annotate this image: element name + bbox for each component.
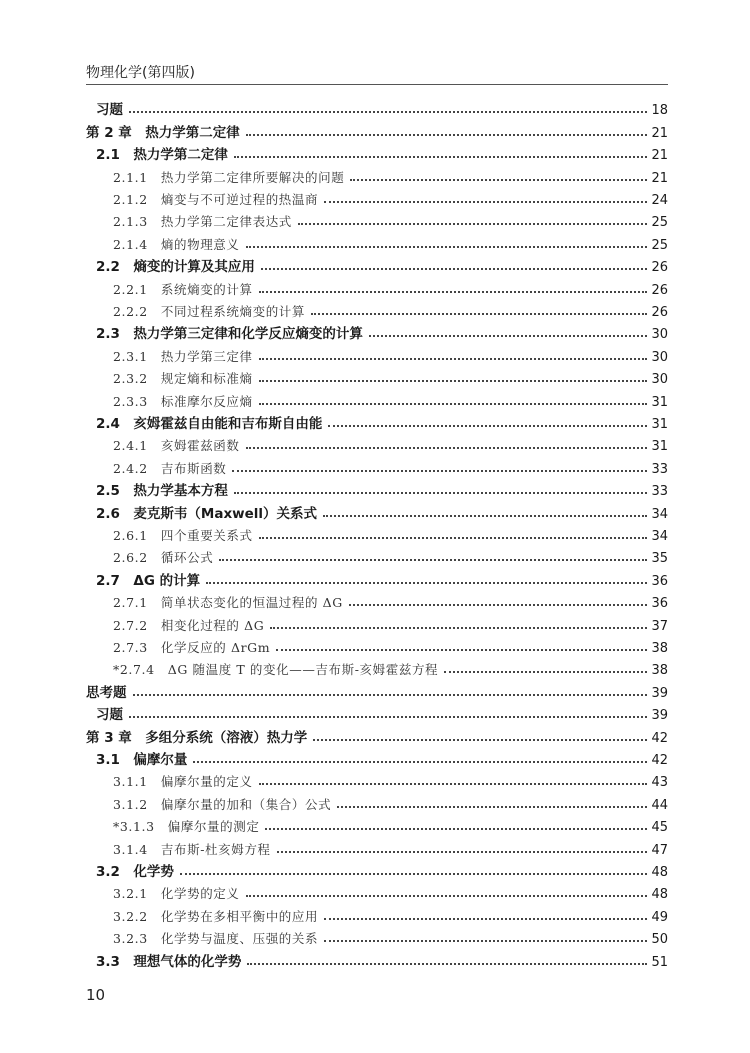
- toc-entry-page: 31: [651, 439, 668, 455]
- toc-entry[interactable]: [113, 813, 668, 835]
- dot-leader: [350, 179, 647, 181]
- toc-entry[interactable]: [96, 253, 668, 275]
- running-header: 物理化学(第四版): [86, 65, 195, 81]
- dot-leader: [246, 246, 648, 248]
- toc-entry[interactable]: [113, 365, 668, 387]
- toc-entry-page: 25: [651, 237, 668, 253]
- dot-leader: [261, 268, 648, 270]
- toc-entry[interactable]: [113, 611, 668, 633]
- toc-entry-page: 44: [651, 797, 668, 813]
- dot-leader: [234, 492, 648, 494]
- header-rule: [86, 84, 668, 85]
- dot-leader: [247, 963, 647, 965]
- toc-entry[interactable]: [113, 656, 668, 678]
- toc-entry[interactable]: [86, 723, 668, 745]
- toc-entry-page: 47: [651, 842, 668, 858]
- toc-entry[interactable]: [113, 835, 668, 857]
- dot-leader: [369, 335, 648, 337]
- toc-entry-page: 26: [651, 260, 668, 276]
- toc-entry-title: 2.1.2 熵变与不可逆过程的热温商: [113, 191, 319, 207]
- toc-entry[interactable]: [113, 589, 668, 611]
- toc-entry-page: 30: [651, 327, 668, 343]
- toc-entry-title: 习题: [96, 102, 123, 119]
- toc-entry-page: 21: [651, 148, 668, 164]
- toc-entry[interactable]: [96, 96, 668, 118]
- toc-entry-title: 思考题: [86, 684, 127, 701]
- toc-entry-title: 2.1.4 熵的物理意义: [113, 236, 240, 252]
- dot-leader: [444, 671, 647, 673]
- dot-leader: [246, 134, 648, 136]
- toc-entry-page: 34: [651, 528, 668, 544]
- toc-entry-title: 2.4.1 亥姆霍兹函数: [113, 438, 240, 454]
- toc-entry-page: 39: [651, 685, 668, 701]
- toc-entry[interactable]: [113, 208, 668, 230]
- dot-leader: [193, 761, 647, 763]
- toc-entry-title: 2.7.2 相变化过程的 ΔG: [113, 617, 265, 633]
- toc-entry-title: 3.2 化学势: [96, 863, 174, 880]
- toc-entry-title: 2.6.1 四个重要关系式: [113, 527, 253, 543]
- toc-entry[interactable]: [86, 118, 668, 140]
- dot-leader: [311, 313, 647, 315]
- dot-leader: [234, 156, 648, 158]
- toc-entry[interactable]: [113, 163, 668, 185]
- toc-entry-title: 2.1.1 热力学第二定律所要解决的问题: [113, 169, 345, 185]
- dot-leader: [232, 470, 647, 472]
- toc-entry-title: 2.2.2 不同过程系统熵变的计算: [113, 303, 306, 319]
- dot-leader: [259, 537, 648, 539]
- toc-entry-page: 51: [651, 954, 668, 970]
- toc-entry-title: 2.2 熵变的计算及其应用: [96, 259, 255, 276]
- toc-entry[interactable]: [96, 477, 668, 499]
- toc-entry-page: 39: [651, 708, 668, 724]
- dot-leader: [324, 201, 647, 203]
- toc-entry-page: 30: [651, 349, 668, 365]
- toc-entry-page: 21: [651, 170, 668, 186]
- toc-entry-title: 3.1.4 吉布斯-杜亥姆方程: [113, 841, 271, 857]
- toc-entry-title: 2.5 热力学基本方程: [96, 483, 228, 500]
- toc-entry[interactable]: [113, 902, 668, 924]
- toc-entry[interactable]: [113, 790, 668, 812]
- toc-entry-title: 2.3.2 规定熵和标准熵: [113, 371, 253, 387]
- toc-entry[interactable]: [86, 678, 668, 700]
- toc-entry[interactable]: [96, 320, 668, 342]
- toc-entry-page: 31: [651, 394, 668, 410]
- dot-leader: [349, 604, 648, 606]
- toc-entry-page: 37: [651, 618, 668, 634]
- toc-entry-title: 2.3 热力学第三定律和化学反应熵变的计算: [96, 326, 363, 343]
- toc-entry[interactable]: [113, 186, 668, 208]
- dot-leader: [219, 559, 647, 561]
- toc-entry-page: 31: [651, 416, 668, 432]
- dot-leader: [133, 694, 648, 696]
- toc-entry[interactable]: [113, 342, 668, 364]
- dot-leader: [324, 940, 647, 942]
- dot-leader: [277, 851, 648, 853]
- toc-entry-title: *2.7.4 ΔG 随温度 T 的变化——吉布斯-亥姆霍兹方程: [113, 662, 439, 678]
- toc-entry[interactable]: [96, 858, 668, 880]
- toc-entry-title: 3.1.2 偏摩尔量的加和（集合）公式: [113, 796, 332, 812]
- toc-entry-title: 2.4 亥姆霍兹自由能和吉布斯自由能: [96, 415, 323, 432]
- dot-leader: [259, 291, 648, 293]
- toc-entry[interactable]: [113, 387, 668, 409]
- dot-leader: [328, 425, 647, 427]
- toc-entry[interactable]: [96, 410, 668, 432]
- toc-entry-page: 26: [651, 304, 668, 320]
- toc-entry-page: 18: [651, 103, 668, 119]
- dot-leader: [259, 403, 648, 405]
- toc-entry-page: 50: [651, 932, 668, 948]
- dot-leader: [298, 223, 648, 225]
- toc-entry-title: 2.4.2 吉布斯函数: [113, 460, 227, 476]
- toc-entry[interactable]: [113, 544, 668, 566]
- toc-entry-title: 3.1.1 偏摩尔量的定义: [113, 774, 253, 790]
- toc-entry-title: 第 2 章 热力学第二定律: [86, 124, 240, 141]
- toc-entry-page: 34: [651, 506, 668, 522]
- dot-leader: [265, 828, 647, 830]
- toc-entry[interactable]: [96, 566, 668, 588]
- toc-entry[interactable]: [113, 432, 668, 454]
- toc-entry[interactable]: [113, 298, 668, 320]
- dot-leader: [129, 716, 647, 718]
- toc-entry-page: 25: [651, 215, 668, 231]
- toc-entry-title: 2.1 热力学第二定律: [96, 147, 228, 164]
- dot-leader: [129, 111, 647, 113]
- toc-entry[interactable]: [96, 947, 668, 969]
- toc-entry[interactable]: [96, 141, 668, 163]
- toc-entry-page: 36: [651, 596, 668, 612]
- toc-entry-page: 24: [651, 192, 668, 208]
- toc-entry-title: *3.1.3 偏摩尔量的测定: [113, 819, 260, 835]
- toc-entry-title: 2.1.3 热力学第二定律表达式: [113, 214, 292, 230]
- dot-leader: [246, 895, 648, 897]
- toc-entry-title: 习题: [96, 707, 123, 724]
- dot-leader: [323, 515, 647, 517]
- toc-entry-title: 2.7.3 化学反应的 ΔrGm: [113, 639, 271, 655]
- toc-entry[interactable]: [113, 634, 668, 656]
- dot-leader: [259, 783, 648, 785]
- toc-entry-title: 2.3.3 标准摩尔反应熵: [113, 393, 253, 409]
- toc-entry[interactable]: [113, 925, 668, 947]
- toc-entry[interactable]: [113, 768, 668, 790]
- toc-entry-page: 45: [651, 820, 668, 836]
- dot-leader: [259, 380, 648, 382]
- toc-entry-title: 2.2.1 系统熵变的计算: [113, 281, 253, 297]
- dot-leader: [324, 918, 647, 920]
- toc-entry-page: 33: [651, 484, 668, 500]
- toc-entry[interactable]: [113, 275, 668, 297]
- toc-entry-page: 30: [651, 372, 668, 388]
- toc-entry-page: 21: [651, 125, 668, 141]
- toc-entry-page: 38: [651, 663, 668, 679]
- toc-entry[interactable]: [113, 230, 668, 252]
- toc-entry-title: 3.2.3 化学势与温度、压强的关系: [113, 931, 319, 947]
- toc-entry-title: 第 3 章 多组分系统（溶液）热力学: [86, 729, 308, 746]
- toc-entry-page: 49: [651, 909, 668, 925]
- toc-entry[interactable]: [96, 746, 668, 768]
- toc-entry-title: 3.2.1 化学势的定义: [113, 886, 240, 902]
- page-number: 10: [86, 986, 106, 1004]
- dot-leader: [206, 582, 647, 584]
- toc-entry-page: 48: [651, 887, 668, 903]
- toc-entry-page: 35: [651, 551, 668, 567]
- toc-entry[interactable]: [96, 499, 668, 521]
- dot-leader: [180, 873, 648, 875]
- toc-entry-page: 48: [651, 864, 668, 880]
- toc-entry-page: 42: [651, 752, 668, 768]
- dot-leader: [313, 739, 647, 741]
- toc-entry[interactable]: [113, 454, 668, 476]
- toc-entry-page: 38: [651, 640, 668, 656]
- toc-entry-title: 2.3.1 热力学第三定律: [113, 348, 253, 364]
- dot-leader: [259, 358, 648, 360]
- toc-entry[interactable]: [96, 701, 668, 723]
- toc-entry-title: 2.7 ΔG 的计算: [96, 572, 201, 589]
- toc-entry-title: 3.2.2 化学势在多相平衡中的应用: [113, 908, 319, 924]
- toc-entry-title: 3.1 偏摩尔量: [96, 751, 188, 768]
- toc-entry-page: 33: [651, 461, 668, 477]
- toc-entry-title: 2.6.2 循环公式: [113, 550, 214, 566]
- toc-entry-page: 43: [651, 775, 668, 791]
- dot-leader: [276, 649, 647, 651]
- toc-entry[interactable]: [113, 522, 668, 544]
- dot-leader: [337, 806, 647, 808]
- toc-entry-title: 2.7.1 简单状态变化的恒温过程的 ΔG: [113, 595, 343, 611]
- toc-entry[interactable]: [113, 880, 668, 902]
- dot-leader: [246, 447, 648, 449]
- dot-leader: [270, 627, 647, 629]
- toc-entry-page: 26: [651, 282, 668, 298]
- toc-entry-title: 3.3 理想气体的化学势: [96, 953, 242, 970]
- toc-entry-page: 42: [651, 730, 668, 746]
- toc-entry-page: 36: [651, 573, 668, 589]
- toc-entry-title: 2.6 麦克斯韦（Maxwell）关系式: [96, 505, 318, 522]
